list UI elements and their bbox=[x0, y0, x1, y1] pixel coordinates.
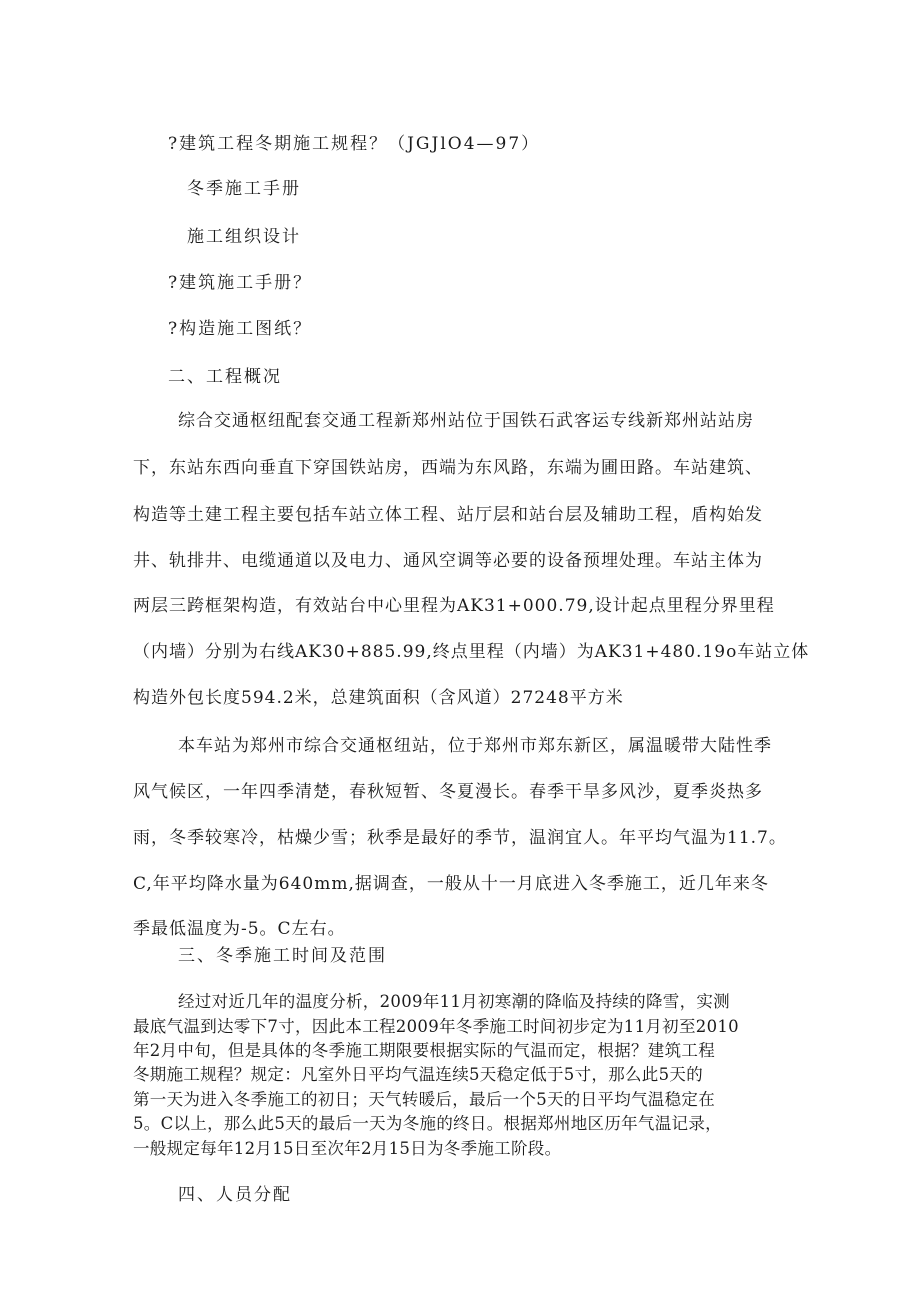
reference-item: 冬季施工手册 bbox=[187, 179, 301, 199]
paragraph-line: 本车站为郑州市综合交通枢纽站，位于郑州市郑东新区，属温暖带大陆性季 bbox=[178, 736, 772, 756]
paragraph-line: 综合交通枢纽配套交通工程新郑州站位于国铁石武客运专线新郑州站站房 bbox=[178, 411, 754, 431]
section-heading: 三、冬季施工时间及范围 bbox=[178, 946, 387, 966]
section-heading: 二、工程概况 bbox=[168, 367, 282, 387]
paragraph-line: 两层三跨框架构造，有效站台中心里程为AK31+000.79,设计起点里程分界里程 bbox=[133, 596, 775, 616]
paragraph-line: 构造外包长度594.2米，总建筑面积（含风道）27248平方米 bbox=[133, 688, 624, 708]
paragraph-line: 一般规定每年12月15日至次年2月15日为冬季施工阶段。 bbox=[133, 1139, 562, 1158]
paragraph-line: 年2月中旬，但是具体的冬季施工期限要根据实际的气温而定，根据？建筑工程 bbox=[133, 1041, 715, 1060]
paragraph-line: 雨，冬季较寒冷，枯燥少雪；秋季是最好的季节，温润宜人。年平均气温为11.7。 bbox=[133, 828, 787, 848]
section-heading: 四、人员分配 bbox=[178, 1185, 292, 1205]
paragraph-line: 5。C以上，那么此5天的最后一天为冬施的终日。根据郑州地区历年气温记录， bbox=[133, 1114, 722, 1133]
paragraph-line: 季最低温度为-5。C左右。 bbox=[133, 919, 346, 939]
paragraph-line: 最底气温到达零下7寸，因此本工程2009年冬季施工时间初步定为11月初至2010 bbox=[133, 1017, 739, 1036]
paragraph-line: 井、轨排井、电缆通道以及电力、通风空调等必要的设备预埋处理。车站主体为 bbox=[133, 551, 763, 571]
reference-item: 施工组织设计 bbox=[187, 227, 301, 247]
reference-item: ?建筑工程冬期施工规程？（JGJlO4—97） bbox=[168, 134, 541, 154]
reference-item: ?构造施工图纸？ bbox=[168, 319, 313, 339]
paragraph-line: 第一天为进入冬季施工的初日；天气转暖后，最后一个5天的日平均气温稳定在 bbox=[133, 1090, 715, 1109]
paragraph-line: 冬期施工规程？规定：凡室外日平均气温连续5天稳定低于5寸，那么此5天的 bbox=[133, 1065, 703, 1084]
paragraph-line: 构造等土建工程主要包括车站立体工程、站厅层和站台层及辅助工程，盾构始发 bbox=[133, 505, 763, 525]
reference-item: ?建筑施工手册？ bbox=[168, 273, 313, 293]
paragraph-line: 经过对近几年的温度分析，2009年11月初寒潮的降临及持续的降雪，实测 bbox=[178, 992, 730, 1011]
paragraph-line: 下，东站东西向垂直下穿国铁站房，西端为东风路，东端为圃田路。车站建筑、 bbox=[133, 458, 763, 478]
paragraph-line: （内墙）分别为右线AK30+885.99,终点里程（内墙）为AK31+480.19o车站立体 bbox=[133, 642, 810, 662]
paragraph-line: 风气候区，一年四季清楚，春秋短暂、冬夏漫长。春季干旱多风沙，夏季炎热多 bbox=[133, 782, 763, 802]
paragraph-line: C,年平均降水量为640mm,据调查，一般从十一月底进入冬季施工，近几年来冬 bbox=[133, 874, 769, 894]
